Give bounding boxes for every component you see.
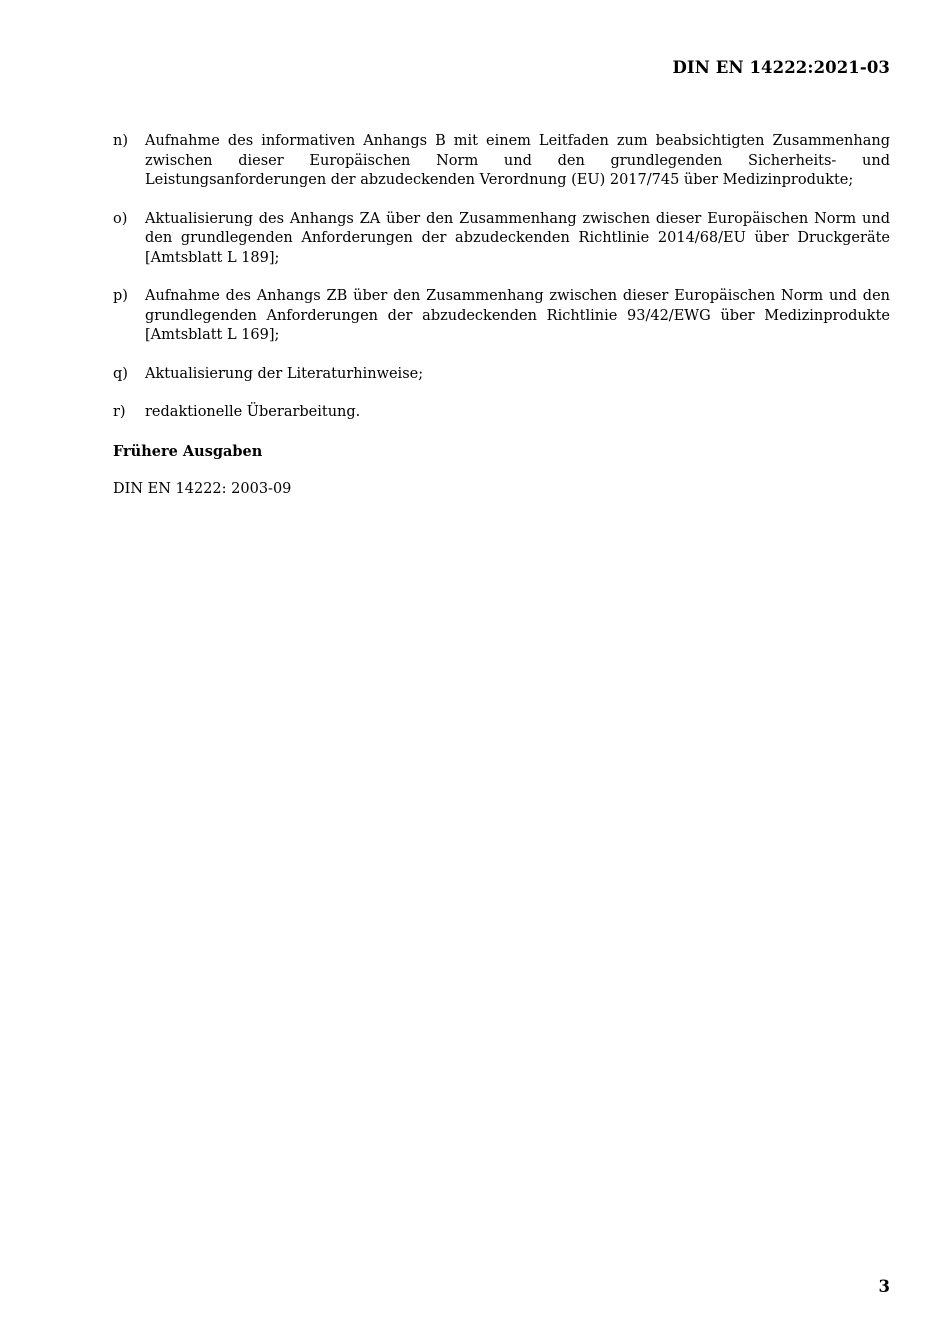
list-item-text: redaktionelle Überarbeitung. <box>145 404 361 420</box>
previous-edition-entry: DIN EN 14222: 2003-09 <box>113 481 292 497</box>
page-number: 3 <box>878 1277 890 1296</box>
list-item-text: Aktualisierung des Anhangs ZA über den Zusammenhang zwischen dieser Europäischen Norm und den grundlegenden Anforderungen der abzudeckenden Richtlinie 2014/68/EU über Druckgeräte [Amtsblatt L 189]; <box>145 210 890 266</box>
page-content <box>113 132 890 500</box>
list-item <box>113 287 890 346</box>
list-item <box>113 210 890 269</box>
list-item-text: Aktualisierung der Literaturhinweise; <box>145 365 424 382</box>
list-item-marker: q) <box>113 365 128 382</box>
document-id: DIN EN 14222:2021-03 <box>672 58 890 77</box>
list-item <box>113 403 890 423</box>
list-item-marker: p) <box>113 288 128 304</box>
list-item <box>113 365 890 385</box>
list-item <box>113 132 890 191</box>
previous-editions-heading: Frühere Ausgaben <box>113 442 263 460</box>
list-item-marker: r) <box>113 404 126 420</box>
list-item-text: Aufnahme des informativen Anhangs B mit einem Leitfaden zum beabsichtigten Zusammenhang zwischen dieser Europäischen Norm und den grundlegenden Sicherheits- und Leistungsanforderungen der abzudeckenden Verordnung (EU) 2017/745 über Medizinprodukte; <box>145 133 890 188</box>
list-item-marker: n) <box>113 133 128 149</box>
list-item-text: Aufnahme des Anhangs ZB über den Zusammenhang zwischen dieser Europäischen Norm und den grundlegenden Anforderungen der abzudeckenden Richtlinie 93/42/EWG über Medizinprodukte [Amtsblatt L 169]; <box>145 288 890 343</box>
list-item-marker: o) <box>113 210 128 227</box>
